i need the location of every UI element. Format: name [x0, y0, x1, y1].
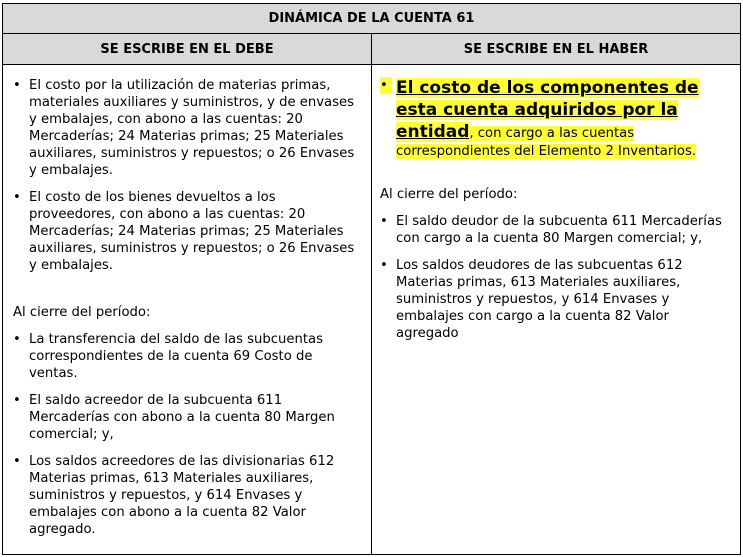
- haber-highlight-rest: , con cargo a las cuentas correspondientes del Elemento 2 Inventarios.: [396, 126, 697, 159]
- debe-closing-item: [13, 392, 361, 443]
- table-title: [3, 4, 740, 34]
- debe-closing-item-text: La transferencia del saldo de las subcuentas correspondientes de la cuenta 69 Costo de ventas.: [29, 332, 323, 381]
- debe-closing-item: [13, 453, 361, 538]
- table-title-text: DINÁMICA DE LA CUENTA 61: [268, 11, 475, 26]
- debe-column: [3, 65, 372, 554]
- debe-closing-label: Al cierre del período:: [13, 305, 151, 320]
- haber-closing-item: [380, 213, 730, 247]
- header-row: [3, 34, 740, 65]
- bullet-icon: •: [380, 214, 388, 229]
- haber-highlight-bold: El costo de los componentes de esta cuenta adquiridos por la entidad: [396, 78, 699, 142]
- bullet-icon: •: [13, 454, 21, 469]
- bullet-icon: •: [380, 258, 388, 273]
- bullet-icon: •: [13, 332, 21, 347]
- debe-item: [13, 189, 361, 274]
- debe-closing-item: [13, 331, 361, 382]
- haber-closing-item-text: Los saldos deudores de las subcuentas 612 Materias primas, 613 Materiales auxiliares, suministros y repuestos, y 614 Envases y embalajes con cargo a la cuenta 82 Valor agregado: [396, 258, 683, 341]
- debe-item-text: El costo por la utilización de materias primas, materiales auxiliares y suministros, y de envases y embalajes, con abono a las cuentas: 20 Mercaderías; 24 Materias primas; 25 Materiales auxiliares, suministros y repuestos; o 26 Envases y embalajes.: [29, 78, 355, 178]
- bullet-icon: •: [13, 190, 21, 205]
- debe-closing-item-text: El saldo acreedor de la subcuenta 611 Mercaderías con abono a la cuenta 80 Margen comercial; y,: [29, 393, 335, 442]
- debe-closing-item-text: Los saldos acreedores de las divisionarias 612 Materias primas, 613 Materiales auxiliares, suministros y repuestos, y 614 Envases y embalajes con abono a la cuenta 82 Valor agregado.: [29, 454, 335, 537]
- header-haber: [372, 34, 740, 64]
- debe-item: [13, 77, 361, 179]
- haber-closing-item: [380, 257, 730, 342]
- bullet-icon: •: [13, 78, 21, 93]
- haber-highlighted-item: [380, 77, 730, 160]
- header-debe-text: SE ESCRIBE EN EL DEBE: [100, 41, 274, 57]
- haber-closing-item-text: El saldo deudor de la subcuenta 611 Mercaderías con cargo a la cuenta 80 Margen comercial; y,: [396, 214, 722, 246]
- bullet-icon: •: [13, 393, 21, 408]
- haber-column: [372, 65, 740, 554]
- account-dynamics-table: [2, 3, 741, 555]
- debe-item-text: El costo de los bienes devueltos a los proveedores, con abono a las cuentas: 20 Mercaderías; 24 Materias primas; 25 Materiales auxiliares, suministros y repuestos; o 26 Envases y embalajes.: [29, 190, 355, 273]
- bullet-icon: •: [380, 77, 392, 94]
- header-haber-text: SE ESCRIBE EN EL HABER: [463, 41, 649, 57]
- haber-closing-label: Al cierre del período:: [380, 187, 518, 202]
- header-debe: [3, 34, 372, 64]
